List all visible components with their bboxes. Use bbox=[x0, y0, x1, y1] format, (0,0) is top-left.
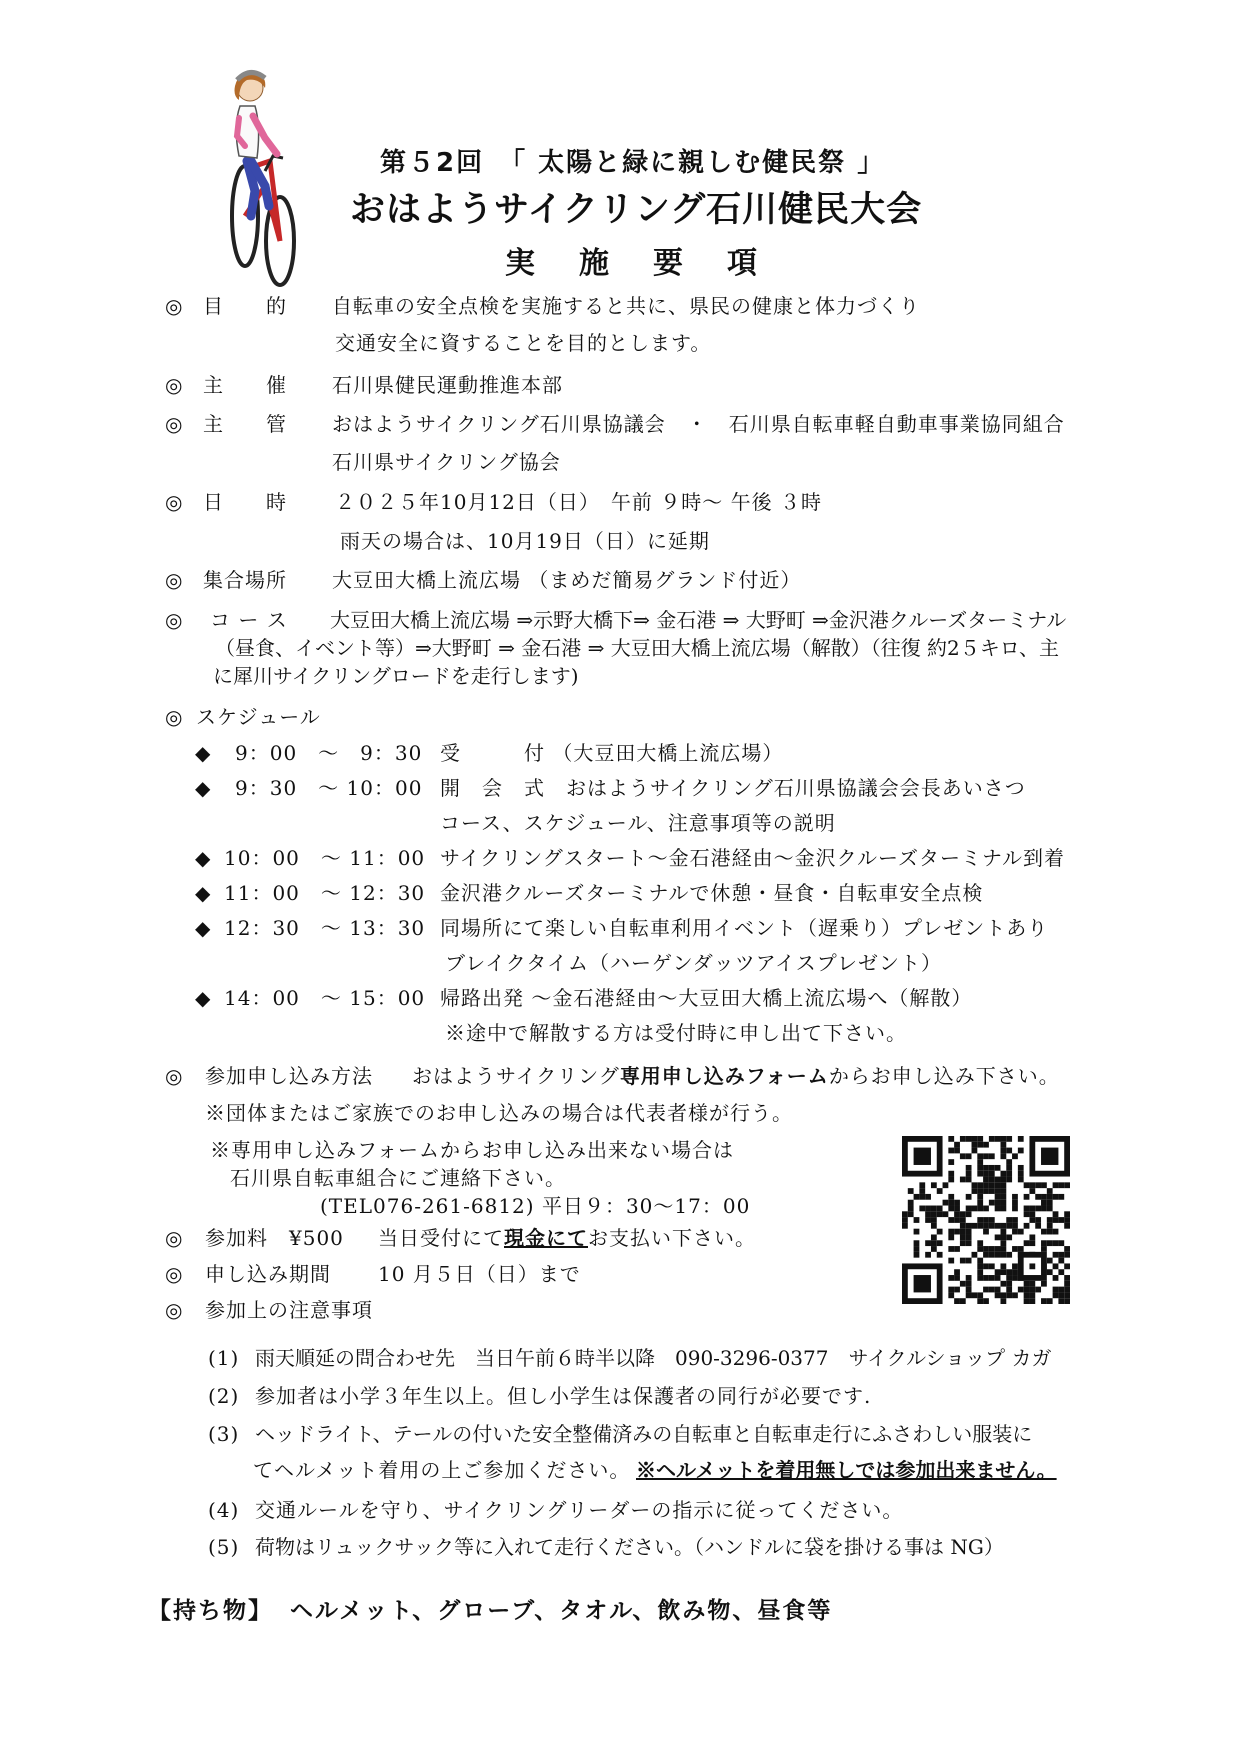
schedule-time: 14：00 ～ 15：00 bbox=[224, 986, 426, 1010]
schedule-desc: 受 付 （大豆田大橋上流広場） bbox=[440, 741, 784, 765]
purpose-label: 目 的 bbox=[203, 294, 287, 318]
title-event: おはようサイクリング石川健民大会 bbox=[350, 190, 923, 230]
section-mark: ◎ bbox=[165, 412, 184, 436]
section-mark: ◎ bbox=[165, 490, 184, 514]
schedule-bullet: ◆ bbox=[195, 986, 212, 1010]
schedule-time: 10：00 ～ 11：00 bbox=[224, 846, 426, 870]
schedule-desc: 帰路出発 ～金石港経由～大豆田大橋上流広場へ（解散） bbox=[440, 986, 973, 1010]
schedule-desc: 同場所にて楽しい自転車利用イベント（遅乗り）プレゼントあり bbox=[440, 916, 1049, 940]
note-text: 雨天順延の問合わせ先 当日午前６時半以降 090-3296-0377 サイクルショップ カガ bbox=[255, 1346, 1052, 1370]
note-number: (4) bbox=[208, 1498, 240, 1522]
period-label: 申し込み期間 bbox=[205, 1262, 331, 1286]
schedule-time: 9：30 ～ 10：00 bbox=[235, 776, 423, 800]
note-number: (5) bbox=[208, 1535, 240, 1559]
date-label: 日 時 bbox=[203, 490, 287, 514]
section-mark: ◎ bbox=[165, 1298, 184, 1322]
schedule-time: 12：30 ～ 13：30 bbox=[224, 916, 426, 940]
application-note: 石川県自転車組合にご連絡下さい。 bbox=[230, 1166, 566, 1190]
title-guideline: 実施要項 bbox=[505, 246, 801, 281]
course-line3: に犀川サイクリングロードを走行します) bbox=[213, 664, 579, 688]
section-mark: ◎ bbox=[165, 373, 184, 397]
fee-amount: ¥500 bbox=[289, 1226, 344, 1250]
helmet-warning: ※ヘルメットを着用無しでは参加出来ません。 bbox=[636, 1458, 1057, 1482]
application-contact: (TEL076-261-6812) 平日９：30～17：00 bbox=[320, 1194, 751, 1218]
title-edition: 第５2回 「 太陽と緑に親しむ健民祭 」 bbox=[380, 148, 886, 178]
application-form-link: 専用申し込みフォーム bbox=[619, 1064, 829, 1088]
purpose-line1: 自転車の安全点検を実施すると共に、県民の健康と体力づくり bbox=[332, 294, 920, 318]
organizer-value: 石川県健民運動推進本部 bbox=[332, 373, 563, 397]
course-line2: （昼食、イベント等）⇒大野町 ⇒ 金石港 ⇒ 大豆田大橋上流広場（解散）（往復 約2５キロ、主 bbox=[215, 636, 1059, 660]
notes-label: 参加上の注意事項 bbox=[205, 1298, 373, 1322]
schedule-time: 11：00 ～ 12：30 bbox=[224, 881, 426, 905]
note-text: 交通ルールを守り、サイクリングリーダーの指示に従ってください。 bbox=[255, 1498, 904, 1522]
section-mark: ◎ bbox=[165, 568, 184, 592]
fee-post: お支払い下さい。 bbox=[588, 1226, 756, 1250]
schedule-bullet: ◆ bbox=[195, 776, 212, 800]
note-text: 参加者は小学３年生以上。但し小学生は保護者の同行が必要です. bbox=[255, 1384, 872, 1408]
note-text: ヘッドライト、テールの付いた安全整備済みの自転車と自転車走行にふさわしい服装に bbox=[255, 1422, 1033, 1446]
qr-code[interactable] bbox=[902, 1136, 1070, 1304]
section-mark: ◎ bbox=[165, 608, 184, 632]
schedule-bullet: ◆ bbox=[195, 846, 212, 870]
section-mark: ◎ bbox=[165, 1226, 184, 1250]
section-mark: ◎ bbox=[165, 1262, 184, 1286]
meeting-label: 集合場所 bbox=[203, 568, 287, 592]
belongings-value: ヘルメット、グローブ、タオル、飲み物、昼食等 bbox=[290, 1598, 833, 1624]
note-number: (2) bbox=[208, 1384, 240, 1408]
fee-text bbox=[378, 1226, 756, 1250]
course-line1: 大豆田大橋上流広場 ⇒示野大橋下⇒ 金石港 ⇒ 大野町 ⇒金沢港クルーズターミナル bbox=[330, 608, 1067, 632]
note-number: (3) bbox=[208, 1422, 240, 1446]
manager-line2: 石川県サイクリング協会 bbox=[332, 450, 561, 474]
organizer-label: 主 催 bbox=[203, 373, 287, 397]
schedule-desc: 金沢港クルーズターミナルで休憩・昼食・自転車安全点検 bbox=[440, 881, 984, 905]
schedule-desc: サイクリングスタート～金石港経由～金沢クルーズターミナル到着 bbox=[440, 846, 1065, 870]
schedule-note: コース、スケジュール、注意事項等の説明 bbox=[440, 811, 836, 835]
date-line2: 雨天の場合は、10月19日（日）に延期 bbox=[340, 529, 710, 553]
fee-pre: 当日受付にて bbox=[378, 1226, 504, 1250]
schedule-label: スケジュール bbox=[196, 705, 321, 729]
meeting-value: 大豆田大橋上流広場 （まめだ簡易グランド付近） bbox=[332, 568, 802, 592]
note-number: (1) bbox=[208, 1346, 240, 1370]
manager-label: 主 管 bbox=[203, 412, 287, 436]
period-value: 10 月５日（日）まで bbox=[378, 1262, 581, 1286]
schedule-desc: 開 会 式 おはようサイクリング石川県協議会会長あいさつ bbox=[440, 776, 1026, 800]
note-text: 荷物はリュックサック等に入れて走行ください。（ハンドルに袋を掛ける事は NG） bbox=[255, 1535, 1004, 1559]
schedule-note: ※途中で解散する方は受付時に申し出て下さい。 bbox=[445, 1021, 907, 1045]
note-text: てヘルメット着用の上ご参加ください。 bbox=[253, 1458, 631, 1482]
section-mark: ◎ bbox=[165, 705, 184, 729]
schedule-bullet: ◆ bbox=[195, 916, 212, 940]
fee-label: 参加料 bbox=[205, 1226, 268, 1250]
schedule-bullet: ◆ bbox=[195, 881, 212, 905]
manager-line1: おはようサイクリング石川県協議会 ・ 石川県自転車軽自動車事業協同組合 bbox=[332, 412, 1065, 436]
schedule-note: ブレイクタイム（ハーゲンダッツアイスプレゼント） bbox=[445, 951, 942, 975]
cyclist-illustration bbox=[225, 66, 345, 288]
section-mark: ◎ bbox=[165, 1064, 184, 1088]
application-label: 参加申し込み方法 bbox=[205, 1064, 373, 1088]
application-text bbox=[412, 1064, 1060, 1088]
fee-cash: 現金にて bbox=[504, 1226, 588, 1250]
section-mark: ◎ bbox=[165, 294, 184, 318]
application-note: ※団体またはご家族でのお申し込みの場合は代表者様が行う。 bbox=[205, 1101, 793, 1125]
schedule-time: 9：00 ～ 9：30 bbox=[235, 741, 423, 765]
application-post: からお申し込み下さい。 bbox=[828, 1064, 1060, 1088]
application-note: ※専用申し込みフォームからお申し込み出来ない場合は bbox=[210, 1138, 734, 1162]
course-label: コ ー ス bbox=[210, 608, 288, 632]
application-pre: おはようサイクリング bbox=[412, 1064, 620, 1088]
purpose-line2: 交通安全に資することを目的とします。 bbox=[335, 331, 712, 355]
belongings-label: 【持ち物】 bbox=[148, 1598, 273, 1624]
date-line1: ２０２５年10月12日（日） 午前 ９時～ 午後 ３時 bbox=[335, 490, 822, 514]
schedule-bullet: ◆ bbox=[195, 741, 212, 765]
